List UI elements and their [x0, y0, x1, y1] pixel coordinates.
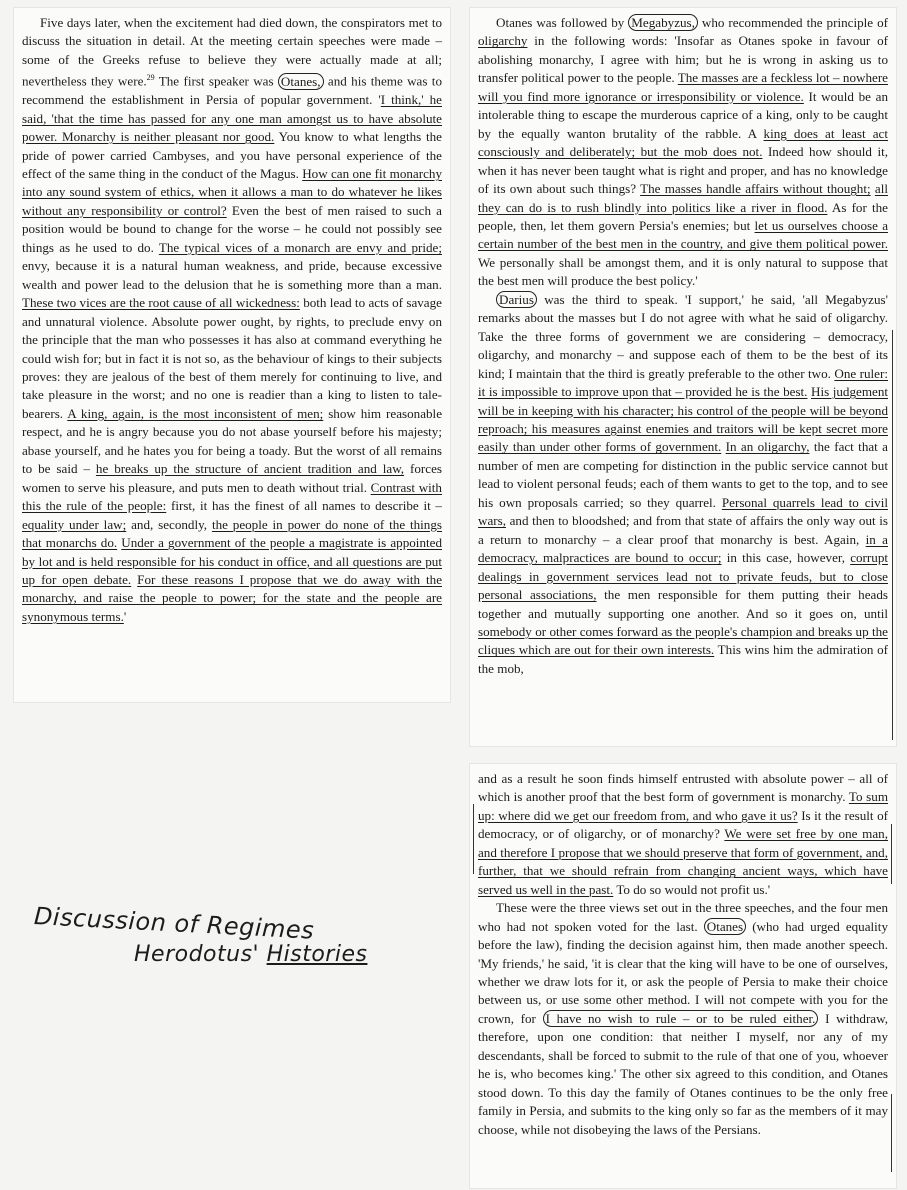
paragraph [478, 770, 888, 899]
underlined-text: His judgement will be in keeping with his character; his control of the people will be beyond reproach; his measures against enemies and traitors will be kept secret more easily than under other forms of government. [478, 384, 889, 455]
underlined-text: he breaks up the structure of ancient tradition and law, [95, 461, 405, 477]
paragraph [22, 14, 442, 626]
underlined-text: Contrast with this the rule of the people: [22, 479, 442, 514]
circled-text: Megabyzus, [628, 14, 698, 31]
right-top-page-clipping [470, 8, 896, 746]
text-run: forces women to serve his pleasure, and puts men to death without trial. [22, 461, 442, 495]
underlined-text: equality under law; [22, 516, 127, 532]
underlined-text: How can one fit monarchy into any sound system of ethics, when it allows a man to do whatever he likes without any responsibility or control? [22, 165, 442, 218]
margin-sideline-bottom [891, 1094, 892, 1172]
margin-sideline-left [473, 804, 474, 874]
left-text-column [22, 14, 442, 626]
text-run: (who had urged equality before the law), finding the decision against him, then made another speech. 'My friends,' he said, 'it is clear that the king will have to be one of ourselves, whether we draw lots for it, or ask the people of Persia to make their choice between us, or use some other method. I will not compete with you for the crown, for [478, 918, 888, 1026]
paragraph [478, 291, 888, 679]
handwritten-note-title: Histories [266, 942, 368, 967]
underlined-text: the people in power do none of the things that monarchs do. [22, 516, 442, 551]
text-run: Five days later, when the excitement had died down, the conspirators met to discuss the situation in detail. At the meeting certain speeches were made – some of the Greeks refuse to believe they were actually made at all; nevertheless they were. [22, 15, 442, 89]
text-run: I withdraw, therefore, upon one condition: that neither I myself, nor any of my descendants, shall be forced to submit to the rule of that one of you, whoever he is, who becomes king.' The other six agreed to this condition, and Otanes stood down. To this day the family of Otanes continues to be the only free family in Persia, and submits to the king only so far as the members of it may choose, while not disobeying the laws of the Persians. [478, 1010, 888, 1137]
text-run: As for the people, then, let them govern Persia's enemies; but [478, 199, 888, 233]
text-run: Otanes was followed by [496, 15, 629, 30]
text-run: and, secondly, [126, 516, 212, 532]
handwritten-note [34, 896, 454, 996]
underlined-text: In an oligarchy, [725, 439, 810, 455]
left-page-clipping [14, 8, 450, 702]
text-run: was the third to speak. 'I support,' he said, 'all Megabyzus' remarks about the masses but I do not agree with what he said of oligarchy. Take the three forms of government we are considering – democracy, oligarchy, and monarchy – and suppose each of them to be the best of its kind; I maintain that the third is greatly preferable to the other two. [478, 291, 888, 381]
underlined-text: These two vices are the root cause of all wickedness: [22, 295, 300, 311]
underlined-text: One ruler: it is impossible to improve upon that – provided he is the best. [478, 365, 888, 400]
underlined-text: let us ourselves choose a certain number of the best men in the country, and give them political power. [478, 217, 888, 252]
text-run: envy, because it is a natural human weakness, and pride, because excessive wealth and power lead to the delusion that he is something more than a man. [22, 258, 442, 292]
text-run: The first speaker was [154, 73, 278, 89]
underlined-text: in a democracy, malpractices are bound to occur; [478, 531, 888, 566]
handwritten-note-author: Herodotus' [134, 942, 260, 967]
right-bottom-text-column [478, 770, 888, 1139]
underlined-text: The typical vices of a monarch are envy and pride; [158, 239, 442, 255]
text-run: show him reasonable respect, and he is angry because you do not abase yourself before his majesty; abase yourself, and he hates you for being a toady. But the worst of all remains to be said – [22, 405, 442, 477]
circled-text: I have no wish to rule – or to be ruled either. [543, 1010, 819, 1027]
underlined-text: Under a government of the people a magistrate is appointed by lot and is held responsible for his conduct in office, and all questions are put up for open debate. [22, 535, 442, 587]
underlined-text: all they can do is to rush blindly into politics like a river in flood. [478, 181, 888, 215]
text-run: the men responsible for them putting their heads together and mutually supporting one another. And so it goes on, until [478, 587, 888, 621]
handwritten-note-line2 [134, 942, 367, 967]
text-run: Indeed how should it, when it has never been taught what is right and proper, and has no knowledge of its own about such things? [478, 144, 888, 197]
text-run: We personally shall be amongst them, and it is only natural to suppose that the best men will produce the best policy.' [478, 254, 888, 289]
circled-text: Otanes, [278, 73, 324, 90]
text-run: To do so would not profit us.' [613, 881, 771, 897]
text-run: and his theme was to recommend the establishment in Persia of popular government. ' [22, 73, 442, 108]
text-run: Is it the result of democracy, or of oligarchy, or of monarchy? [478, 807, 889, 842]
handwritten-note-line1: Discussion of Regimes [33, 902, 315, 945]
text-run: who recommended the principle of [697, 15, 888, 30]
text-run: first, it has the finest of all names to describe it – [166, 498, 442, 514]
text-run: and as a result he soon finds himself entrusted with absolute power – all of which is another proof that the best form of government is monarchy. [478, 771, 888, 805]
text-run: the fact that a number of men are competing for distinction in the public service cannot but lead to violent personal feuds; each of them wants to get to the top, and to see his own proposals carried; so they quarrel. [478, 439, 888, 510]
circled-text: Darius [496, 291, 537, 308]
circled-text: Otanes [704, 918, 746, 935]
underlined-text: Personal quarrels lead to civil wars, [478, 494, 888, 529]
underlined-text: For these reasons I propose that we do away with the monarchy, and raise the people to power; for the state and the people are synonymous terms. [22, 571, 442, 624]
text-run: You know to what lengths the pride of power carried Cambyses, and you have personal experience of the effect of the same thing in the conduct of the Magus. [22, 129, 442, 181]
underlined-text: I think,' he said, 'that the time has passed for any one man amongst us to have absolute power. Monarchy is neither pleasant nor good. [22, 92, 442, 145]
text-run: These were the three views set out in the three speeches, and the four men who had not spoken voted for the last. [478, 900, 888, 934]
text-run: and then to bloodshed; and from that state of affairs the only way out is a return to monarchy – a clear proof that monarchy is best. Again, [478, 513, 888, 547]
text-run: in this case, however, [721, 550, 851, 566]
underlined-text: A king, again, is the most inconsistent of men; [67, 405, 324, 421]
text-run: Even the best of men raised to such a position would be bound to change for the worse – he could not possibly see things as he used to do. [22, 202, 442, 255]
right-bottom-page-clipping [470, 764, 896, 1188]
text-run: both lead to acts of savage and unnatural violence. Absolute power ought, by rights, to preclude envy on the principle that the man who possesses it has also at command everything he could wish for; but in fact it is not so, as the behaviour of kings to their subjects proves: they are jealous of the best of them merely for continuing to live, and take pleasure in the worst; and no one is readier than a king to listen to tale-bearers. [22, 295, 442, 421]
underlined-text: To sum up: where did we get our freedom from, and who gave it us? [478, 789, 889, 823]
footnote-marker: 29 [146, 73, 155, 83]
underlined-text: oligarchy [478, 33, 528, 49]
underlined-text: The masses handle affairs without thought; [640, 181, 871, 197]
underlined-text: corrupt dealings in government services lead not to private feuds, but to close personal associations, [478, 550, 889, 603]
paragraph [478, 14, 888, 291]
text-run: ' [123, 608, 127, 624]
text-run: in the following words: 'Insofar as Otanes spoke in favour of abolishing monarchy, I agree with him; but he is wrong in asking us to transfer political power to the people. [478, 33, 888, 86]
text-run: It would be an intolerable thing to escape the murderous caprice of a king, only to be caught by the equally wanton brutality of the rabble. A [478, 88, 888, 141]
text-run: This wins him the admiration of the mob, [478, 642, 889, 676]
underlined-text: somebody or other comes forward as the people's champion and breaks up the cliques which are out for their own interests. [478, 623, 888, 658]
paragraph [478, 899, 888, 1139]
underlined-text: We were set free by one man, and therefore I propose that we should preserve that form of government, and, further, that we should refrain from changing ancient ways, which have served us well in the past. [478, 826, 888, 897]
margin-sideline-right [891, 824, 892, 884]
underlined-text: king does at least act consciously and deliberately; but the mob does not. [478, 125, 888, 160]
underlined-text: The masses are a feckless lot – nowhere will you find more ignorance or irresponsibility or violence. [478, 70, 888, 104]
right-top-text-column [478, 14, 888, 678]
margin-sideline [892, 330, 893, 740]
